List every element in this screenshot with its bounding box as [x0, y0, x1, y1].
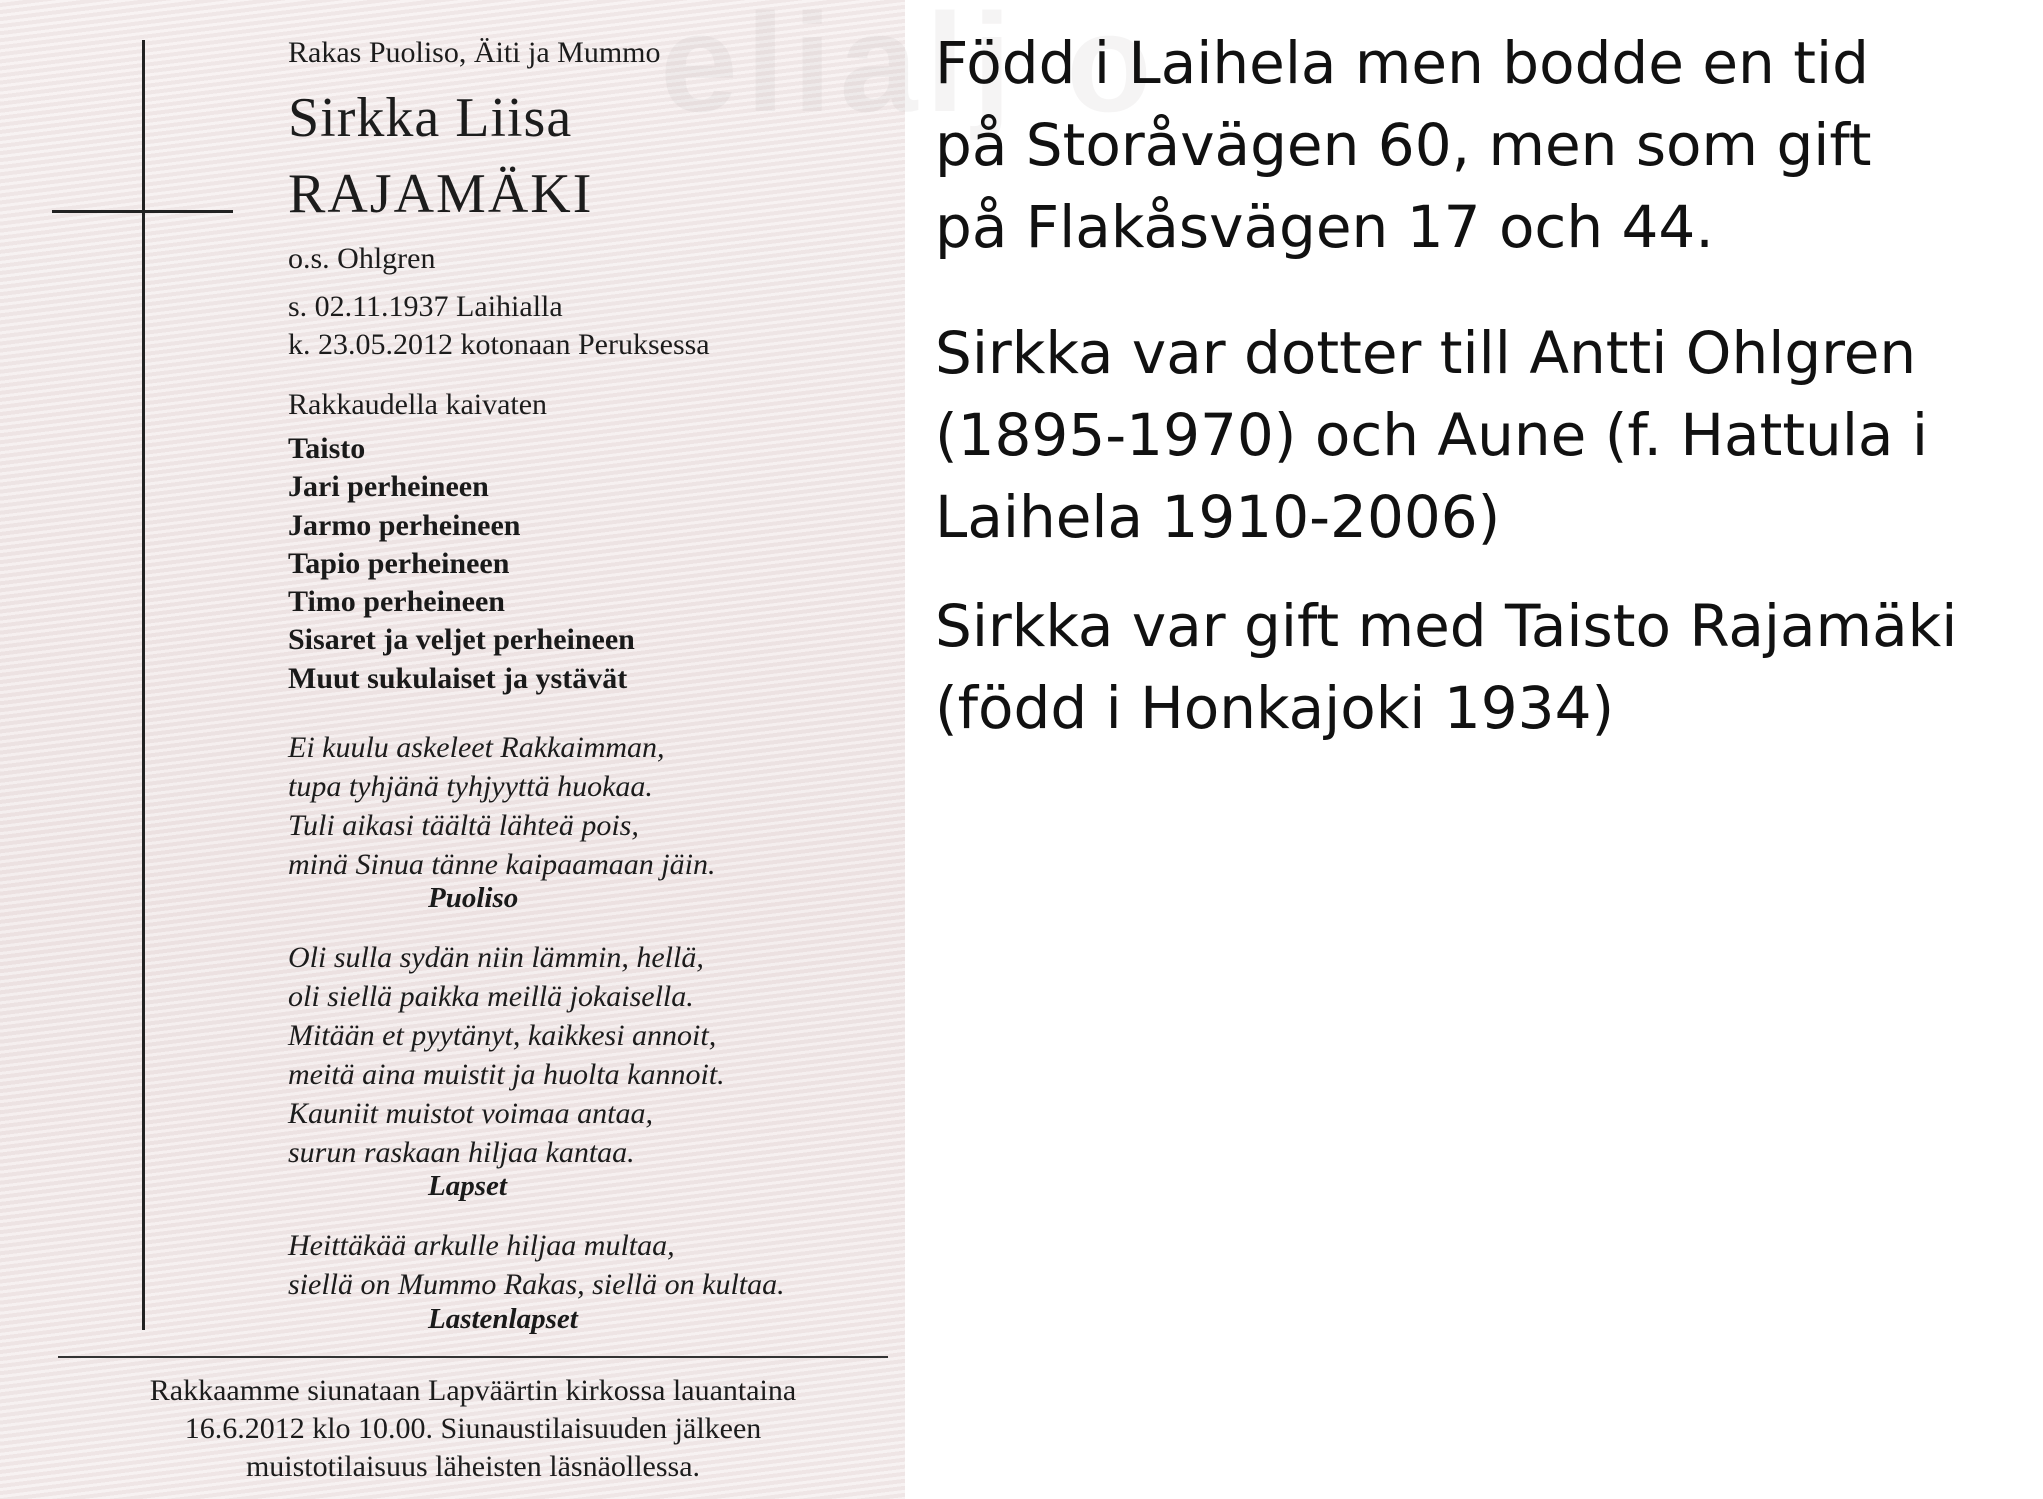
mourner: Muut sukulaiset ja ystävät [288, 661, 628, 695]
caption-paragraph-residence [935, 22, 1872, 268]
death-line: k. 23.05.2012 kotonaan Peruksessa [288, 328, 710, 361]
birth-line: s. 02.11.1937 Laihialla [288, 290, 563, 323]
poem-line: tupa tyhjänä tyhjyyttä huokaa. [288, 770, 653, 803]
bleed-through-print: elialj o [660, 0, 1160, 141]
poem-line: siellä on Mummo Rakas, siellä on kultaa. [288, 1268, 785, 1301]
poem-line: Oli sulla sydän niin lämmin, hellä, [288, 941, 704, 974]
funeral-announcement [58, 1372, 888, 1486]
caption-paragraph-parents [935, 312, 1928, 558]
poem-grandchildren [288, 1226, 785, 1304]
poem-signature-children: Lapset [428, 1170, 507, 1202]
poem-line: oli siellä paikka meillä jokaisella. [288, 980, 694, 1013]
poem-spouse [288, 728, 715, 884]
intro-line: Rakas Puoliso, Äiti ja Mummo [288, 36, 661, 69]
funeral-line: muistotilaisuus läheisten läsnäollessa. [245, 1450, 701, 1483]
longing-line: Rakkaudella kaivaten [288, 388, 548, 421]
first-names: Sirkka Liisa [288, 87, 573, 149]
caption-line: Laihela 1910-2006) [935, 483, 1501, 551]
cross-horizontal-bar [52, 210, 233, 213]
poem-signature-grandchildren: Lastenlapset [428, 1303, 578, 1335]
poem-children [288, 938, 725, 1172]
poem-line: Mitään et pyytänyt, kaikkesi annoit, [288, 1019, 717, 1052]
caption-line: Född i Laihela men bodde en tid [935, 29, 1869, 97]
mourner: Tapio perheineen [288, 546, 510, 580]
caption-paragraph-spouse [935, 585, 1957, 749]
poem-line: meitä aina muistit ja huolta kannoit. [288, 1058, 725, 1091]
poem-line: Ei kuulu askeleet Rakkaimman, [288, 731, 665, 764]
funeral-line: 16.6.2012 klo 10.00. Siunaustilaisuuden jälkeen [184, 1412, 762, 1445]
poem-line: Tuli aikasi täältä lähteä pois, [288, 809, 639, 842]
cross-vertical-bar [142, 40, 145, 1330]
funeral-line: Rakkaamme siunataan Lapväärtin kirkossa lauantaina [149, 1374, 797, 1407]
caption-line: Sirkka var gift med Taisto Rajamäki [935, 592, 1958, 660]
divider-line [58, 1356, 888, 1358]
maiden-name: o.s. Ohlgren [288, 242, 436, 275]
mourner: Jari perheineen [288, 470, 489, 504]
caption-line: Sirkka var dotter till Antti Ohlgren [935, 319, 1917, 387]
poem-line: Kauniit muistot voimaa antaa, [288, 1097, 654, 1130]
caption-line: på Flakåsvägen 17 och 44. [935, 193, 1714, 261]
mourner: Sisaret ja veljet perheineen [288, 623, 635, 657]
mourner: Jarmo perheineen [288, 508, 521, 542]
poem-signature-spouse: Puoliso [428, 882, 519, 914]
caption-line: på Storåvägen 60, men som gift [935, 111, 1872, 179]
mourner: Timo perheineen [288, 585, 505, 619]
caption-line: (1895-1970) och Aune (f. Hattula i [935, 401, 1929, 469]
mourners-list [288, 430, 635, 698]
surname: RAJAMÄKI [288, 163, 594, 225]
poem-line: Heittäkää arkulle hiljaa multaa, [288, 1229, 675, 1262]
mourner: Taisto [288, 432, 366, 465]
caption-line: (född i Honkajoki 1934) [935, 674, 1615, 742]
poem-line: surun raskaan hiljaa kantaa. [288, 1136, 635, 1169]
poem-line: minä Sinua tänne kaipaamaan jäin. [288, 848, 716, 881]
